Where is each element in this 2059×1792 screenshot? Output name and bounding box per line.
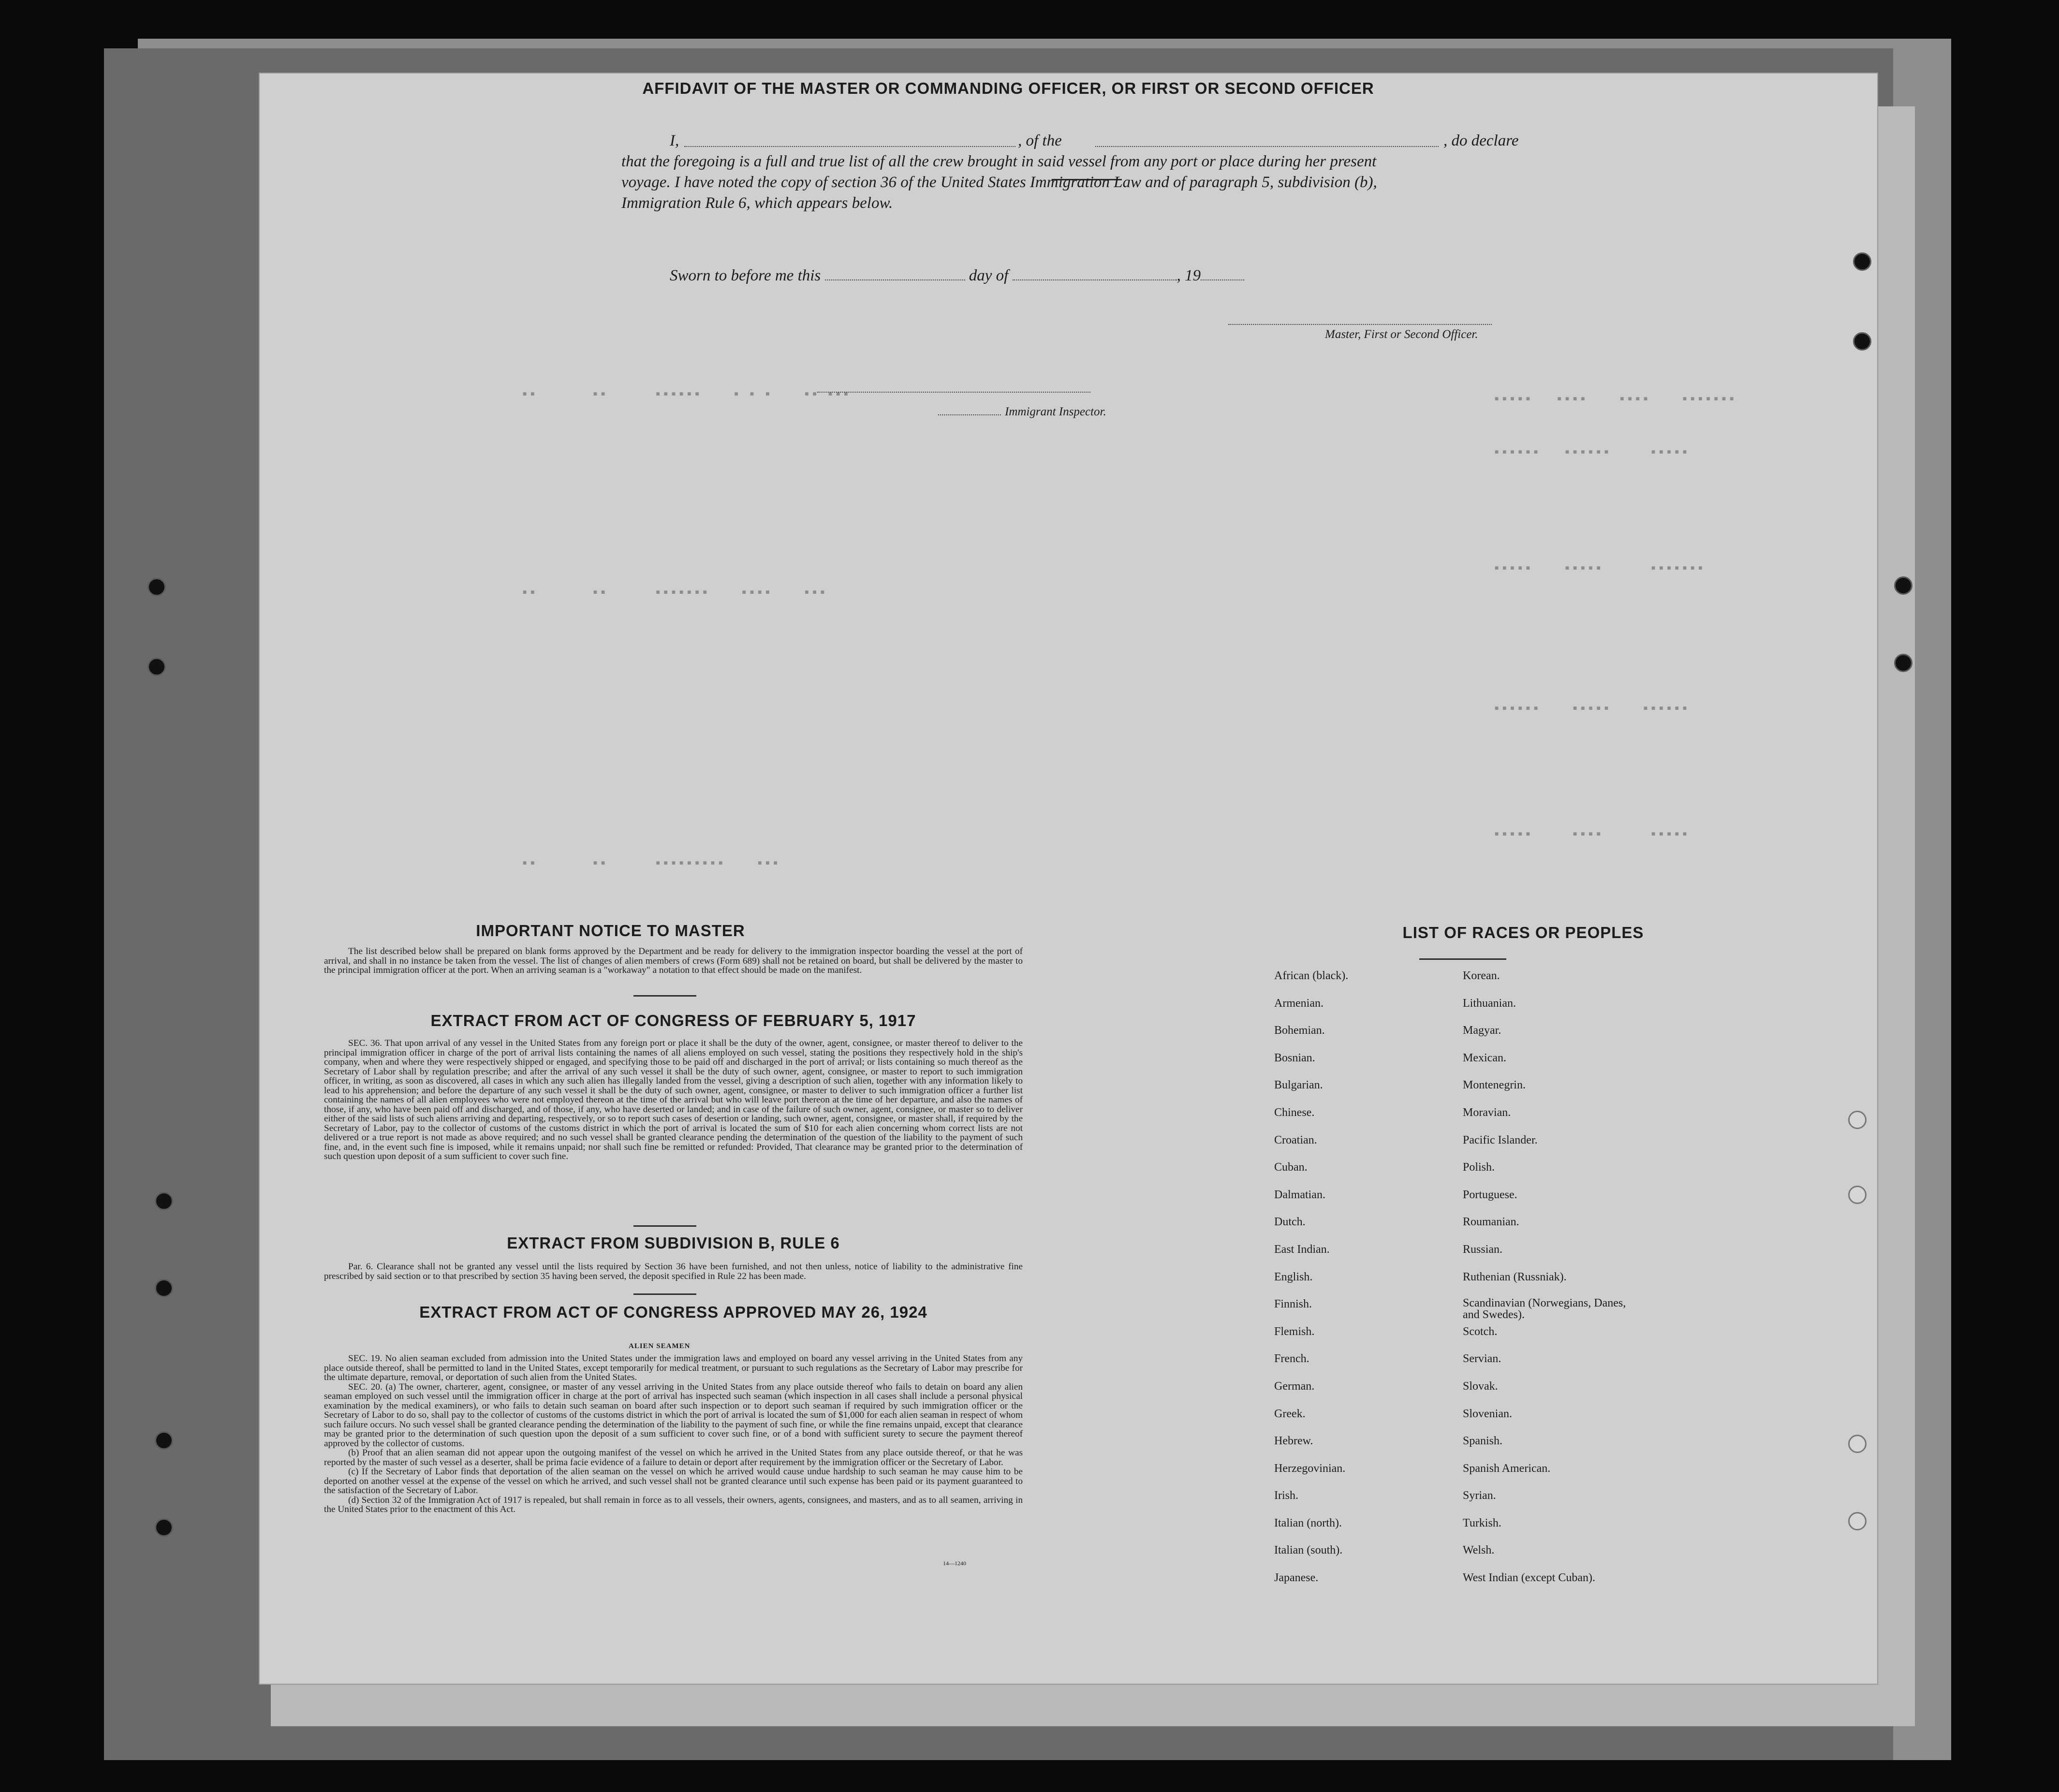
divider bbox=[633, 1293, 696, 1295]
punch-hole bbox=[1894, 576, 1912, 595]
race-item: West Indian (except Cuban). bbox=[1463, 1572, 1595, 1585]
race-item: Bohemian. bbox=[1274, 1024, 1325, 1037]
punch-hole bbox=[1848, 1186, 1867, 1204]
inspector-signature-line bbox=[817, 392, 1090, 393]
binder-hole bbox=[147, 658, 166, 676]
race-item: Scotch. bbox=[1463, 1325, 1498, 1338]
bleed-through-mark: ▪▪▪▪▪ ▪▪▪▪ ▪▪▪▪ ▪▪▪▪▪▪▪ bbox=[1493, 393, 1736, 407]
extract-1924-text bbox=[324, 1354, 1023, 1514]
sec20b-text: (b) Proof that an alien seaman did not appear upon the outgoing manifest of the vessel on which he arrived in the United States from any place outside thereof, or that he was reported by the master of such vessel as a deserter, shall be prima facie evidence of a failure to detain or deport after requirement by the immigration officer or the Secretary of Labor. bbox=[324, 1448, 1023, 1468]
affidavit-line-4: Immigration Rule 6, which appears below. bbox=[621, 194, 893, 212]
race-item: French. bbox=[1274, 1352, 1309, 1366]
race-item: Croatian. bbox=[1274, 1133, 1317, 1146]
punch-hole bbox=[1894, 654, 1912, 672]
race-item: Cuban. bbox=[1274, 1161, 1308, 1174]
vessel-blank bbox=[1095, 146, 1439, 147]
race-item: Italian (north). bbox=[1274, 1516, 1342, 1529]
race-item: Korean. bbox=[1463, 969, 1500, 982]
binder-hole bbox=[147, 578, 166, 596]
race-item: Hebrew. bbox=[1274, 1435, 1313, 1448]
race-item: Spanish. bbox=[1463, 1435, 1503, 1448]
punch-hole bbox=[1848, 1512, 1867, 1530]
name-blank bbox=[684, 146, 1015, 147]
affidavit-title: AFFIDAVIT OF THE MASTER OR COMMANDING OFFICER, OR FIRST OR SECOND OFFICER bbox=[642, 79, 1374, 97]
race-item: Chinese. bbox=[1274, 1106, 1315, 1119]
races-title: LIST OF RACES OR PEOPLES bbox=[1402, 924, 1644, 941]
race-item: Finnish. bbox=[1274, 1298, 1312, 1311]
affidavit-line-3: voyage. I have noted the copy of section 36 of the United States Immigration Law and of paragraph 5, subdivision (b), bbox=[621, 174, 1377, 191]
race-item: Portuguese. bbox=[1463, 1188, 1517, 1201]
race-item: Italian (south). bbox=[1274, 1544, 1343, 1557]
race-item: Polish. bbox=[1463, 1161, 1495, 1174]
race-item: Welsh. bbox=[1463, 1544, 1495, 1557]
race-item: Irish. bbox=[1274, 1489, 1298, 1502]
divider bbox=[633, 995, 696, 997]
divider bbox=[1419, 958, 1506, 960]
race-item: Slovenian. bbox=[1463, 1407, 1512, 1420]
notice-text: The list described below shall be prepared on blank forms approved by the Department and be ready for delivery to the immigration inspector boarding the vessel at the port of arrival, and shall in no instance be taken from the vessel. The list of changes of alien members of crews (Form 689) shall not be retained on board, but shall be delivered by the master to the principal immigration officer at the port. When an arriving seaman is a "workaway" a notation to that effect should be made on the manifest. bbox=[324, 946, 1023, 975]
race-item: African (black). bbox=[1274, 969, 1349, 982]
bleed-through-mark: ▪▪▪▪▪▪ ▪▪▪▪▪ ▪▪▪▪▪▪ bbox=[1493, 702, 1689, 717]
bleed-through-mark: ▪▪▪▪▪ ▪▪▪▪ ▪▪▪▪▪ bbox=[1493, 828, 1689, 842]
bleed-through-mark: ▪▪▪▪▪ ▪▪▪▪▪ ▪▪▪▪▪▪▪ bbox=[1493, 562, 1705, 576]
race-item: Armenian. bbox=[1274, 997, 1324, 1010]
races-left-column bbox=[1274, 969, 1458, 1599]
race-item: Slovak. bbox=[1463, 1380, 1498, 1393]
race-item: Greek. bbox=[1274, 1407, 1306, 1420]
race-item: East Indian. bbox=[1274, 1243, 1330, 1256]
affidavit-line-1: I, , of the , do declare bbox=[670, 132, 1519, 149]
alien-seamen-subtitle: ALIEN SEAMEN bbox=[629, 1342, 691, 1350]
bleed-through-mark: ▪▪ ▪▪ ▪▪▪▪▪▪▪▪▪ ▪▪▪ bbox=[521, 857, 779, 871]
bleed-through-mark: ▪▪▪▪▪▪ ▪▪▪▪▪▪ ▪▪▪▪▪ bbox=[1493, 446, 1689, 460]
race-item: Pacific Islander. bbox=[1463, 1133, 1538, 1146]
race-item: Bulgarian. bbox=[1274, 1079, 1323, 1092]
sec20d-text: (d) Section 32 of the Immigration Act of 1917 is repealed, but shall remain in force as to all vessels, their owners, agents, consignees, and masters, and as to all seamen, arriving in the United States prior to the enactment of this Act. bbox=[324, 1495, 1023, 1514]
sec20c-text: (c) If the Secretary of Labor finds that deportation of the alien seaman on the vessel on which he arrived would cause undue hardship to such seaman he may cause him to be deported on another vessel at the expense of the vessel on which he arrived, and such vessel shall not be granted clearance until such expense has been paid or its payment guaranteed to the satisfaction of the Secretary of Labor. bbox=[324, 1467, 1023, 1496]
binder-hole bbox=[155, 1279, 173, 1297]
race-item: German. bbox=[1274, 1380, 1315, 1393]
race-item: Montenegrin. bbox=[1463, 1079, 1526, 1092]
race-item: Herzegovinian. bbox=[1274, 1462, 1346, 1475]
sworn-line: Sworn to before me this day of , 19 bbox=[670, 267, 1244, 285]
master-signature-line bbox=[1228, 324, 1492, 325]
extract-1917-text: SEC. 36. That upon arrival of any vessel in the United States from any foreign port or place it shall be the duty of the owner, agent, consignee, or master thereof to deliver to the principal immigration officer in charge of the port of arrival lists containing the names of all aliens employed on such vessel, stating the positions they respectively hold in the ship's company, when and where they were respectively shipped or engaged, and specifying those to be paid off and discharged in the port of arrival; or lists containing so much thereof as the Secretary of Labor shall by regulation prescribe; and after the arrival of any such vessel it shall be the duty of such owner, agent, consignee, or master to report to such immigration officer, in writing, as soon as discovered, all cases in which any such alien has illegally landed from the vessel, giving a description of such alien, together with any information likely to lead to his apprehension; and before the departure of any such vessel it shall be the duty of such owner, agent, consignee, or master to deliver to such immigration officer a further list containing the names of all alien employees who were not employed thereon at the time of the arrival but who will leave port thereon at the time of her departure, and also the names of those, if any, who have been paid off and discharged, and of those, if any, who have deserted or landed; and in case of the failure of such owner, agent, consignee, or master so to deliver either of the said lists of such aliens arriving and departing, respectively, or so to report such cases of desertion or landing, such owner, agent, consignee, or master shall, if required by the Secretary of Labor, pay to the collector of customs of the customs district in which the port of arrival is located the sum of $10 for each alien concerning whom correct lists are not delivered or a true report is not made as above required; and no such vessel shall be granted clearance pending the determination of the question of the liability to the payment of such fine, and, in the event such fine is imposed, while it remains unpaid; nor shall such fine be remitted or refunded: Provided, That clearance may be granted prior to the determination of such question upon deposit of a sum sufficient to cover such fine. bbox=[324, 1038, 1023, 1161]
extract-1917-title: EXTRACT FROM ACT OF CONGRESS OF FEBRUARY 5, 1917 bbox=[430, 1012, 916, 1029]
binder-hole bbox=[155, 1192, 173, 1210]
bleed-through-mark: ▪▪ ▪▪ ▪▪▪▪▪▪▪ ▪▪▪▪ ▪▪▪ bbox=[521, 586, 826, 601]
race-item: Scandinavian (Norwegians, Danes, and Swedes). bbox=[1463, 1297, 1626, 1322]
affidavit-text bbox=[621, 131, 1535, 214]
races-right-column bbox=[1463, 969, 1695, 1599]
master-signature-label: Master, First or Second Officer. bbox=[1325, 328, 1478, 341]
race-item: Syrian. bbox=[1463, 1489, 1496, 1502]
race-item: Servian. bbox=[1463, 1352, 1501, 1366]
form-number: 14—1240 bbox=[943, 1560, 966, 1567]
race-item: Dutch. bbox=[1274, 1216, 1306, 1229]
punch-hole bbox=[1848, 1435, 1867, 1453]
race-item: Roumanian. bbox=[1463, 1216, 1519, 1229]
sec20a-text: SEC. 20. (a) The owner, charterer, agent, consignee, or master of any vessel arriving in the United States from any place outside thereof who fails to detain on board any alien seaman employed on such vessel until the immigration officer in charge at the port of arrival has inspected such seaman (which inspection in all cases shall include a personal physical examination by the medical examiners), or who fails to detain such seaman on board after such inspection or to deport such seaman if required by such immigration officer or the Secretary of Labor to do so, shall pay to the collector of customs of the customs district in which the port of arrival is located the sum of $1,000 for each alien seaman in respect of whom such failure occurs. No such vessel shall be granted clearance pending the determination of the liability to the payment of such fine, or while the fine remains unpaid, except that clearance may be granted prior to the determination of such question upon the deposit of a sum sufficient to cover such fine, or of a bond with sufficient surety to secure the payment thereof approved by the collector of customs. bbox=[324, 1381, 1023, 1449]
extract-1924-title: EXTRACT FROM ACT OF CONGRESS APPROVED MAY 26, 1924 bbox=[419, 1303, 927, 1321]
binder-hole bbox=[155, 1431, 173, 1450]
rule6-text: Par. 6. Clearance shall not be granted any vessel until the lists required by Section 36 have been furnished, and not then unless, notice of liability to the administrative fine prescribed by said section or to that prescribed by section 35 having been served, the deposit specified in Rule 22 has been made. bbox=[324, 1262, 1023, 1281]
notice-title: IMPORTANT NOTICE TO MASTER bbox=[476, 922, 745, 940]
race-item: Bosnian. bbox=[1274, 1051, 1315, 1064]
sec19-text: SEC. 19. No alien seaman excluded from admission into the United States under the immigration laws and employed on board any vessel arriving in the United States from any place outside thereof, shall be permitted to land in the United States, except temporarily for medical treatment, or pursuant to such regulations as the Secretary of Labor may prescribe for the ultimate departure, removal, or deportation of such alien from the United States. bbox=[324, 1353, 1023, 1382]
bleed-through-mark: ▪▪ ▪▪ ▪▪▪▪▪▪ ▪ ▪ ▪ ▪▪ ▪▪▪ bbox=[521, 388, 850, 402]
race-item: Moravian. bbox=[1463, 1106, 1511, 1119]
race-item: Mexican. bbox=[1463, 1051, 1506, 1064]
race-item: Russian. bbox=[1463, 1243, 1503, 1256]
race-item: Spanish American. bbox=[1463, 1462, 1551, 1475]
race-item: Flemish. bbox=[1274, 1325, 1315, 1338]
inspector-signature-label: Immigrant Inspector. bbox=[938, 405, 1106, 419]
race-item: Lithuanian. bbox=[1463, 997, 1516, 1010]
divider bbox=[633, 1225, 696, 1227]
binder-hole bbox=[155, 1518, 173, 1537]
rule6-title: EXTRACT FROM SUBDIVISION B, RULE 6 bbox=[507, 1234, 840, 1252]
race-item: Dalmatian. bbox=[1274, 1188, 1325, 1201]
race-item: Japanese. bbox=[1274, 1572, 1319, 1585]
race-item: Magyar. bbox=[1463, 1024, 1501, 1037]
race-item: English. bbox=[1274, 1270, 1313, 1283]
punch-hole bbox=[1853, 332, 1871, 351]
punch-hole bbox=[1853, 252, 1871, 271]
race-item: Ruthenian (Russniak). bbox=[1463, 1270, 1567, 1283]
punch-hole bbox=[1848, 1111, 1867, 1129]
race-item: Turkish. bbox=[1463, 1516, 1501, 1529]
affidavit-line-2: that the foregoing is a full and true list of all the crew brought in said vessel from any port or place during her present bbox=[621, 153, 1377, 170]
